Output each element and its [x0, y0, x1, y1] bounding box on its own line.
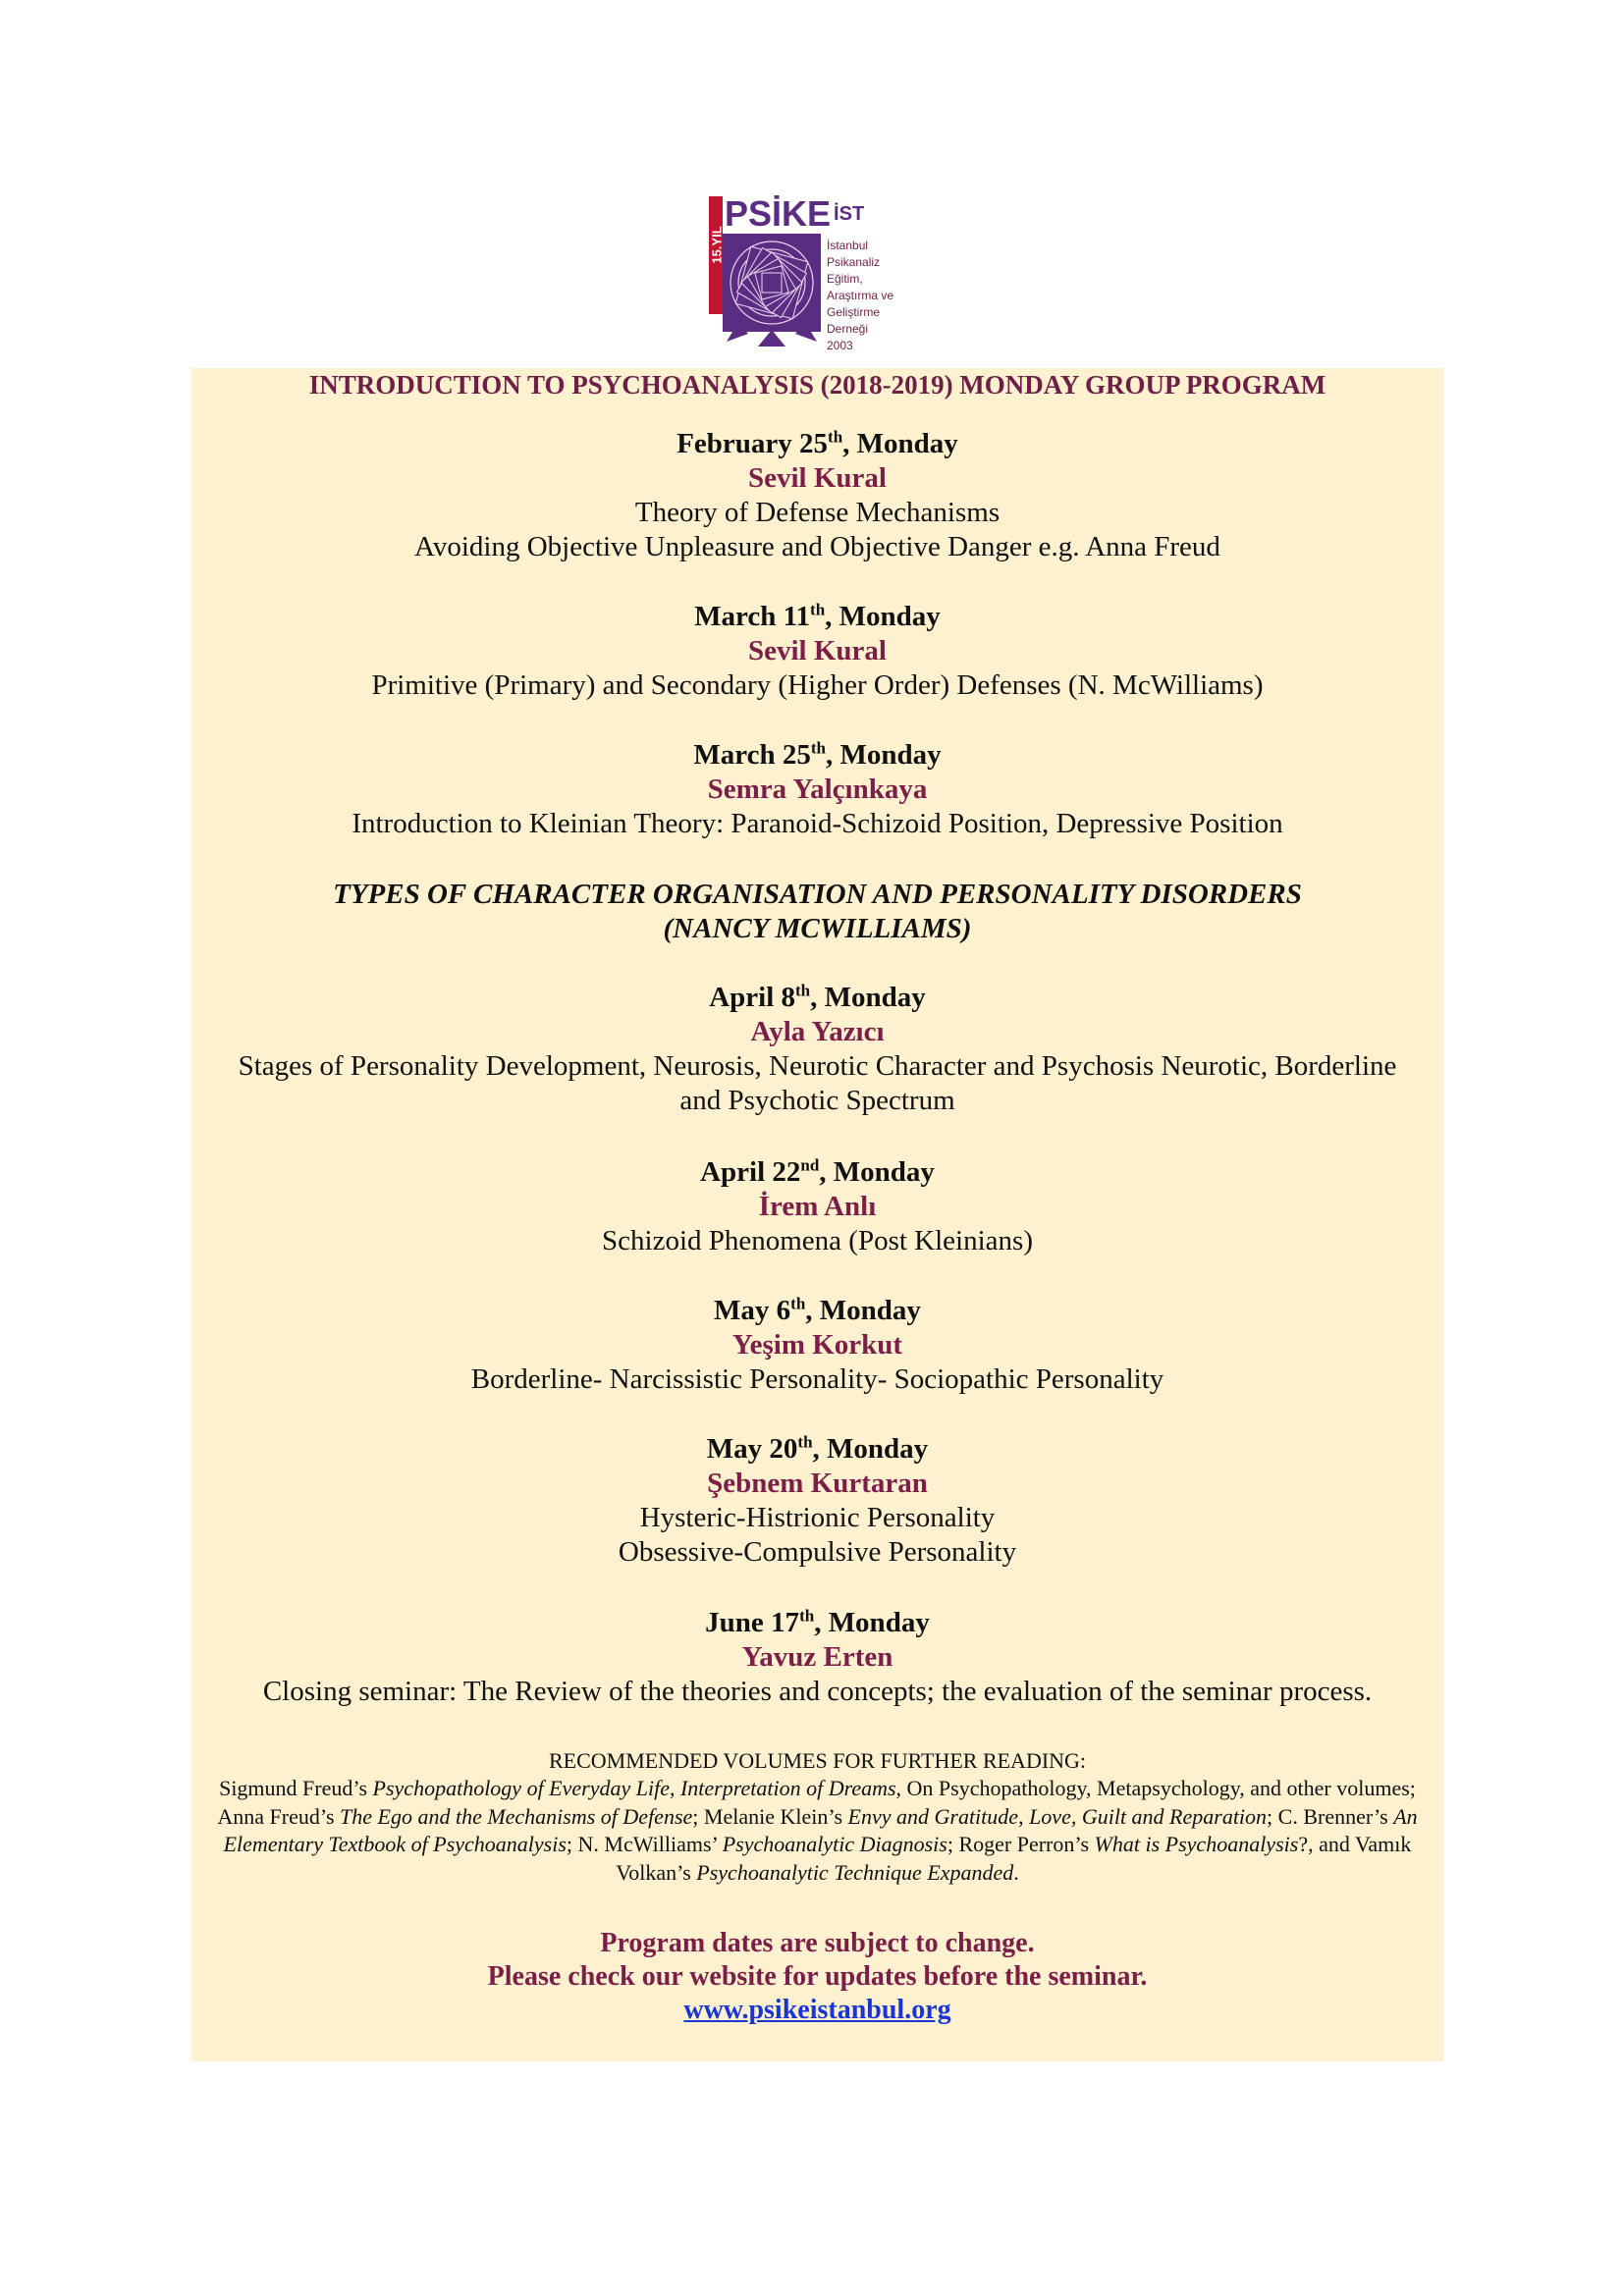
book-title: Psychoanalytic Diagnosis [722, 1832, 947, 1856]
session-date: March 25th, Monday [693, 738, 942, 771]
reading-text: , [1018, 1803, 1030, 1829]
book-title: What is Psychoanalysis [1094, 1832, 1299, 1856]
program-panel [191, 368, 1443, 2061]
section-heading [191, 878, 1443, 946]
session-topic: Closing seminar: The Review of the theories and concepts; the evaluation of the seminar process. [262, 1676, 1373, 1707]
website-link[interactable]: www.psikeistanbul.org [683, 1995, 951, 2025]
recommended-text [191, 1775, 1443, 1887]
reading-text: . [1013, 1859, 1019, 1885]
logo-caption-line: Geliştirme [827, 305, 881, 319]
book-title: Envy and Gratitude [847, 1803, 1019, 1829]
logo-caption-line: İstanbul [827, 239, 869, 252]
section-heading-line: TYPES OF CHARACTER ORGANISATION AND PERSONALITY DISORDERS [333, 879, 1302, 910]
book-title: Love, Guilt and Reparation [1029, 1803, 1268, 1829]
session-date: May 20th, Monday [706, 1432, 929, 1465]
program-footer [191, 1927, 1443, 2027]
book-title: The Ego and the Mechanisms of Defense [340, 1803, 693, 1829]
session-speaker: Yeşim Korkut [731, 1329, 903, 1361]
session-topic: Obsessive-Compulsive Personality [618, 1536, 1017, 1568]
session-entry [191, 427, 1443, 564]
session-date: June 17th, Monday [705, 1606, 930, 1638]
section-heading-line: (NANCY MCWILLIAMS) [663, 913, 972, 944]
session-date: March 11th, Monday [694, 600, 941, 632]
session-speaker: Şebnem Kurtaran [707, 1468, 928, 1499]
session-entry [191, 1155, 1443, 1258]
book-title: Interpretation of Dreams [679, 1776, 896, 1800]
footer-note: Program dates are subject to change. [600, 1928, 1035, 1958]
reading-text: ; N. McWilliams’ [566, 1832, 723, 1856]
footer-note: Please check our website for updates before the seminar. [487, 1961, 1148, 1992]
logo-brand-name: PSİKE [725, 193, 832, 234]
session-entry [191, 600, 1443, 703]
session-entry [191, 738, 1443, 841]
session-topic: Hysteric-Histrionic Personality [639, 1502, 996, 1533]
session-speaker: Sevil Kural [748, 635, 887, 667]
session-topic: Theory of Defense Mechanisms [634, 497, 1001, 528]
reading-text: ; Roger Perron’s [947, 1832, 1095, 1856]
session-topic: and Psychotic Spectrum [679, 1085, 955, 1116]
session-entry [191, 1294, 1443, 1397]
session-topic: Avoiding Objective Unpleasure and Objective Danger e.g. Anna Freud [414, 531, 1220, 562]
session-topic: Introduction to Kleinian Theory: Paranoid-Schizoid Position, Depressive Position [352, 808, 1283, 839]
session-topic: Schizoid Phenomena (Post Kleinians) [602, 1225, 1033, 1256]
book-title: An Elementary Textbook of Psychoanalysis [223, 1803, 1418, 1856]
book-title: Psychoanalytic Technique Expanded [696, 1859, 1014, 1885]
logo-brand [725, 194, 864, 234]
reading-text: Sigmund Freud’s [219, 1776, 373, 1800]
logo-caption [827, 238, 893, 354]
recommended-reading [191, 1747, 1443, 1887]
logo-caption-line: Derneği [827, 322, 869, 336]
session-entry [191, 1432, 1443, 1570]
session-date: April 22nd, Monday [700, 1155, 935, 1188]
session-topic: Stages of Personality Development, Neurosis, Neurotic Character and Psychosis Neurotic, Borderline [238, 1050, 1397, 1082]
session-speaker: Sevil Kural [748, 462, 887, 494]
logo-brand-suffix: İST [834, 203, 865, 225]
session-topic: Borderline- Narcissistic Personality- Sociopathic Personality [470, 1363, 1164, 1395]
logo-caption-line: Psikanaliz [827, 255, 881, 269]
reading-text: , On Psychopathology, Metapsychology, and other volumes; Anna Freud’s [217, 1776, 1416, 1829]
logo-caption-line: Eğitim, [827, 272, 863, 286]
program-title: INTRODUCTION TO PSYCHOANALYSIS (2018-2019) MONDAY GROUP PROGRAM [308, 370, 1326, 400]
session-date: May 6th, Monday [714, 1294, 921, 1326]
session-date: February 25th, Monday [676, 427, 958, 459]
session-entry [191, 981, 1443, 1118]
reading-text: ?, and Vamık Volkan’s [616, 1832, 1412, 1885]
session-date: April 8th, Monday [709, 981, 926, 1013]
reading-text: ; C. Brenner’s [1267, 1803, 1394, 1829]
session-entry [191, 1606, 1443, 1709]
reading-text: , [669, 1776, 680, 1800]
psike-logo [707, 194, 952, 363]
reading-text: ; Melanie Klein’s [692, 1803, 848, 1829]
session-speaker: Ayla Yazıcı [750, 1016, 885, 1047]
logo-ribbon: 15.YIL [709, 226, 725, 264]
logo-caption-line: Araştırma ve [827, 289, 894, 302]
session-speaker: İrem Anlı [758, 1191, 877, 1222]
session-speaker: Yavuz Erten [741, 1641, 893, 1673]
book-title: Psychopathology of Everyday Life [372, 1776, 670, 1800]
session-topic: Primitive (Primary) and Secondary (Higher Order) Defenses (N. McWilliams) [371, 669, 1264, 701]
logo-caption-line: 2003 [827, 339, 853, 352]
recommended-heading: RECOMMENDED VOLUMES FOR FURTHER READING: [548, 1748, 1087, 1773]
session-speaker: Semra Yalçınkaya [707, 774, 928, 805]
